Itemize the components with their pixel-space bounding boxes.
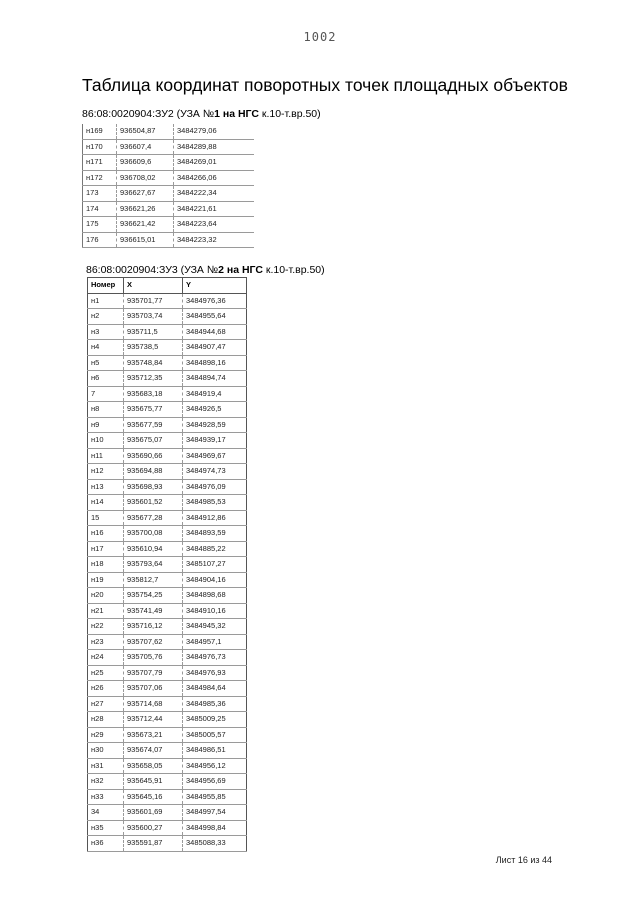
table-header — [88, 278, 247, 294]
point-number-cell: 176 — [83, 232, 117, 248]
point-number-cell: 173 — [83, 186, 117, 202]
point-number-cell: 7 — [88, 386, 124, 402]
table-row — [88, 309, 247, 325]
y-coordinate-cell: 3484904,16 — [183, 572, 247, 588]
point-number-cell: н25 — [88, 665, 124, 681]
table-row — [83, 170, 255, 186]
point-number-cell: н27 — [88, 696, 124, 712]
x-coordinate-cell: 935601,52 — [124, 495, 183, 511]
x-coordinate-cell: 935645,91 — [124, 774, 183, 790]
point-number-cell: н1 — [88, 293, 124, 309]
table-row — [83, 155, 255, 171]
table-row — [83, 124, 255, 139]
y-coordinate-cell: 3484985,36 — [183, 696, 247, 712]
x-coordinate-cell: 936504,87 — [117, 124, 174, 139]
point-number-cell: н29 — [88, 727, 124, 743]
y-coordinate-cell: 3484955,64 — [183, 309, 247, 325]
table-row — [88, 634, 247, 650]
x-coordinate-cell: 935677,59 — [124, 417, 183, 433]
point-number-cell: н8 — [88, 402, 124, 418]
table-row — [83, 217, 255, 233]
y-coordinate-cell: 3484266,06 — [174, 170, 255, 186]
point-number-cell: н33 — [88, 789, 124, 805]
x-coordinate-cell: 935601,69 — [124, 805, 183, 821]
table-row — [88, 355, 247, 371]
x-coordinate-cell: 935705,76 — [124, 650, 183, 666]
table-row — [88, 448, 247, 464]
x-coordinate-cell: 935812,7 — [124, 572, 183, 588]
x-coordinate-cell: 935754,25 — [124, 588, 183, 604]
point-number-cell: 15 — [88, 510, 124, 526]
coordinates-table-zu2 — [82, 124, 254, 248]
table-row — [88, 557, 247, 573]
point-number-cell: н169 — [83, 124, 117, 139]
point-number-cell: 175 — [83, 217, 117, 233]
point-number-cell: н35 — [88, 820, 124, 836]
table-row — [88, 510, 247, 526]
y-coordinate-cell: 3484976,36 — [183, 293, 247, 309]
table-row — [88, 479, 247, 495]
table-row — [88, 820, 247, 836]
table-row — [83, 139, 255, 155]
x-coordinate-cell: 935748,84 — [124, 355, 183, 371]
x-coordinate-cell: 935712,44 — [124, 712, 183, 728]
x-coordinate-cell: 935716,12 — [124, 619, 183, 635]
sheet-counter: Лист 16 из 44 — [495, 855, 552, 865]
point-number-cell: н14 — [88, 495, 124, 511]
x-coordinate-cell: 936708,02 — [117, 170, 174, 186]
x-coordinate-cell: 935700,08 — [124, 526, 183, 542]
point-number-cell: н16 — [88, 526, 124, 542]
x-coordinate-cell: 936615,01 — [117, 232, 174, 248]
x-coordinate-cell: 935698,93 — [124, 479, 183, 495]
table-row — [88, 324, 247, 340]
point-number-cell: н22 — [88, 619, 124, 635]
x-coordinate-cell: 935714,68 — [124, 696, 183, 712]
table-row — [88, 836, 247, 852]
x-coordinate-cell: 935690,66 — [124, 448, 183, 464]
x-coordinate-cell: 935600,27 — [124, 820, 183, 836]
x-coordinate-cell: 935738,5 — [124, 340, 183, 356]
x-coordinate-cell: 935711,5 — [124, 324, 183, 340]
table-row — [88, 727, 247, 743]
point-number-cell: н18 — [88, 557, 124, 573]
y-coordinate-cell: 3484894,74 — [183, 371, 247, 387]
point-number-cell: н2 — [88, 309, 124, 325]
y-coordinate-cell: 3484919,4 — [183, 386, 247, 402]
y-coordinate-cell: 3485005,57 — [183, 727, 247, 743]
header-row — [88, 278, 247, 294]
point-number-cell: н6 — [88, 371, 124, 387]
y-coordinate-cell: 3484898,16 — [183, 355, 247, 371]
point-number-cell: н4 — [88, 340, 124, 356]
table-row — [88, 774, 247, 790]
y-coordinate-cell: 3484956,12 — [183, 758, 247, 774]
table-row — [88, 681, 247, 697]
y-coordinate-cell: 3484997,54 — [183, 805, 247, 821]
section-heading-zu3: 86:08:0020904:ЗУ3 (УЗА №2 на НГС к.10-т.вр.50) — [86, 264, 325, 276]
point-number-cell: н21 — [88, 603, 124, 619]
table-row — [88, 619, 247, 635]
table-row — [88, 495, 247, 511]
y-coordinate-cell: 3484912,86 — [183, 510, 247, 526]
table-row — [88, 371, 247, 387]
table-row — [83, 201, 255, 217]
y-coordinate-cell: 3484976,73 — [183, 650, 247, 666]
y-coordinate-cell: 3484907,47 — [183, 340, 247, 356]
y-coordinate-cell: 3484986,51 — [183, 743, 247, 759]
point-number-cell: н172 — [83, 170, 117, 186]
point-number-cell: н36 — [88, 836, 124, 852]
x-coordinate-cell: 936621,26 — [117, 201, 174, 217]
y-coordinate-cell: 3484985,53 — [183, 495, 247, 511]
y-coordinate-cell: 3484976,09 — [183, 479, 247, 495]
y-coordinate-cell: 3484976,93 — [183, 665, 247, 681]
y-coordinate-cell: 3484223,32 — [174, 232, 255, 248]
table-row — [88, 386, 247, 402]
y-coordinate-cell: 3484885,22 — [183, 541, 247, 557]
point-number-cell: н28 — [88, 712, 124, 728]
x-coordinate-cell: 935677,28 — [124, 510, 183, 526]
x-coordinate-cell: 935591,87 — [124, 836, 183, 852]
point-number-cell: н31 — [88, 758, 124, 774]
point-number-cell: н10 — [88, 433, 124, 449]
x-coordinate-cell: 935694,88 — [124, 464, 183, 480]
y-coordinate-cell: 3484957,1 — [183, 634, 247, 650]
column-header-x: X — [124, 278, 183, 294]
table-body — [88, 293, 247, 851]
x-coordinate-cell: 935707,06 — [124, 681, 183, 697]
point-number-cell: н171 — [83, 155, 117, 171]
point-number-cell: н13 — [88, 479, 124, 495]
y-coordinate-cell: 3485088,33 — [183, 836, 247, 852]
table-row — [88, 650, 247, 666]
table-row — [88, 541, 247, 557]
y-coordinate-cell: 3484221,61 — [174, 201, 255, 217]
table-row — [88, 526, 247, 542]
x-coordinate-cell: 935703,74 — [124, 309, 183, 325]
y-coordinate-cell: 3484998,84 — [183, 820, 247, 836]
point-number-cell: 34 — [88, 805, 124, 821]
x-coordinate-cell: 935701,77 — [124, 293, 183, 309]
table-row — [88, 789, 247, 805]
table-row — [88, 572, 247, 588]
x-coordinate-cell: 935675,07 — [124, 433, 183, 449]
x-coordinate-cell: 935645,16 — [124, 789, 183, 805]
point-number-cell: н24 — [88, 650, 124, 666]
x-coordinate-cell: 935707,62 — [124, 634, 183, 650]
y-coordinate-cell: 3484269,01 — [174, 155, 255, 171]
point-number-cell: н11 — [88, 448, 124, 464]
table-row — [88, 603, 247, 619]
table-row — [88, 402, 247, 418]
x-coordinate-cell: 936621,42 — [117, 217, 174, 233]
y-coordinate-cell: 3484945,32 — [183, 619, 247, 635]
table-row — [83, 186, 255, 202]
point-number-cell: н23 — [88, 634, 124, 650]
x-coordinate-cell: 936627,67 — [117, 186, 174, 202]
table-row — [88, 433, 247, 449]
point-number-cell: н19 — [88, 572, 124, 588]
y-coordinate-cell: 3484926,5 — [183, 402, 247, 418]
table-row — [88, 293, 247, 309]
column-header-number: Номер — [88, 278, 124, 294]
table-row — [88, 340, 247, 356]
table-row — [88, 464, 247, 480]
x-coordinate-cell: 936607,4 — [117, 139, 174, 155]
y-coordinate-cell: 3484893,59 — [183, 526, 247, 542]
table-row — [88, 696, 247, 712]
table-row — [83, 232, 255, 248]
y-coordinate-cell: 3484974,73 — [183, 464, 247, 480]
table-row — [88, 665, 247, 681]
x-coordinate-cell: 935793,64 — [124, 557, 183, 573]
x-coordinate-cell: 935683,18 — [124, 386, 183, 402]
y-coordinate-cell: 3484289,88 — [174, 139, 255, 155]
column-header-y: Y — [183, 278, 247, 294]
table-row — [88, 758, 247, 774]
table-body — [83, 124, 255, 248]
y-coordinate-cell: 3485009,25 — [183, 712, 247, 728]
y-coordinate-cell: 3484969,67 — [183, 448, 247, 464]
page-title: Таблица координат поворотных точек площадных объектов — [82, 75, 568, 95]
y-coordinate-cell: 3484279,06 — [174, 124, 255, 139]
point-number-cell: н9 — [88, 417, 124, 433]
y-coordinate-cell: 3484910,16 — [183, 603, 247, 619]
page-number: 1002 — [303, 30, 337, 44]
x-coordinate-cell: 935610,94 — [124, 541, 183, 557]
x-coordinate-cell: 935707,79 — [124, 665, 183, 681]
point-number-cell: н3 — [88, 324, 124, 340]
point-number-cell: н12 — [88, 464, 124, 480]
x-coordinate-cell: 935674,07 — [124, 743, 183, 759]
table-row — [88, 588, 247, 604]
point-number-cell: н30 — [88, 743, 124, 759]
y-coordinate-cell: 3484984,64 — [183, 681, 247, 697]
x-coordinate-cell: 935675,77 — [124, 402, 183, 418]
y-coordinate-cell: 3484928,59 — [183, 417, 247, 433]
x-coordinate-cell: 935712,35 — [124, 371, 183, 387]
table-row — [88, 743, 247, 759]
table-row — [88, 417, 247, 433]
x-coordinate-cell: 936609,6 — [117, 155, 174, 171]
y-coordinate-cell: 3484939,17 — [183, 433, 247, 449]
x-coordinate-cell: 935673,21 — [124, 727, 183, 743]
y-coordinate-cell: 3484955,85 — [183, 789, 247, 805]
x-coordinate-cell: 935741,49 — [124, 603, 183, 619]
point-number-cell: н170 — [83, 139, 117, 155]
x-coordinate-cell: 935658,05 — [124, 758, 183, 774]
point-number-cell: н20 — [88, 588, 124, 604]
point-number-cell: н17 — [88, 541, 124, 557]
table-row — [88, 805, 247, 821]
section-heading-zu2: 86:08:0020904:ЗУ2 (УЗА №1 на НГС к.10-т.вр.50) — [82, 108, 321, 120]
point-number-cell: н26 — [88, 681, 124, 697]
y-coordinate-cell: 3485107,27 — [183, 557, 247, 573]
y-coordinate-cell: 3484223,64 — [174, 217, 255, 233]
y-coordinate-cell: 3484956,69 — [183, 774, 247, 790]
table-row — [88, 712, 247, 728]
y-coordinate-cell: 3484944,68 — [183, 324, 247, 340]
point-number-cell: н5 — [88, 355, 124, 371]
y-coordinate-cell: 3484898,68 — [183, 588, 247, 604]
coordinates-table-zu3 — [87, 277, 247, 852]
point-number-cell: 174 — [83, 201, 117, 217]
y-coordinate-cell: 3484222,34 — [174, 186, 255, 202]
point-number-cell: н32 — [88, 774, 124, 790]
